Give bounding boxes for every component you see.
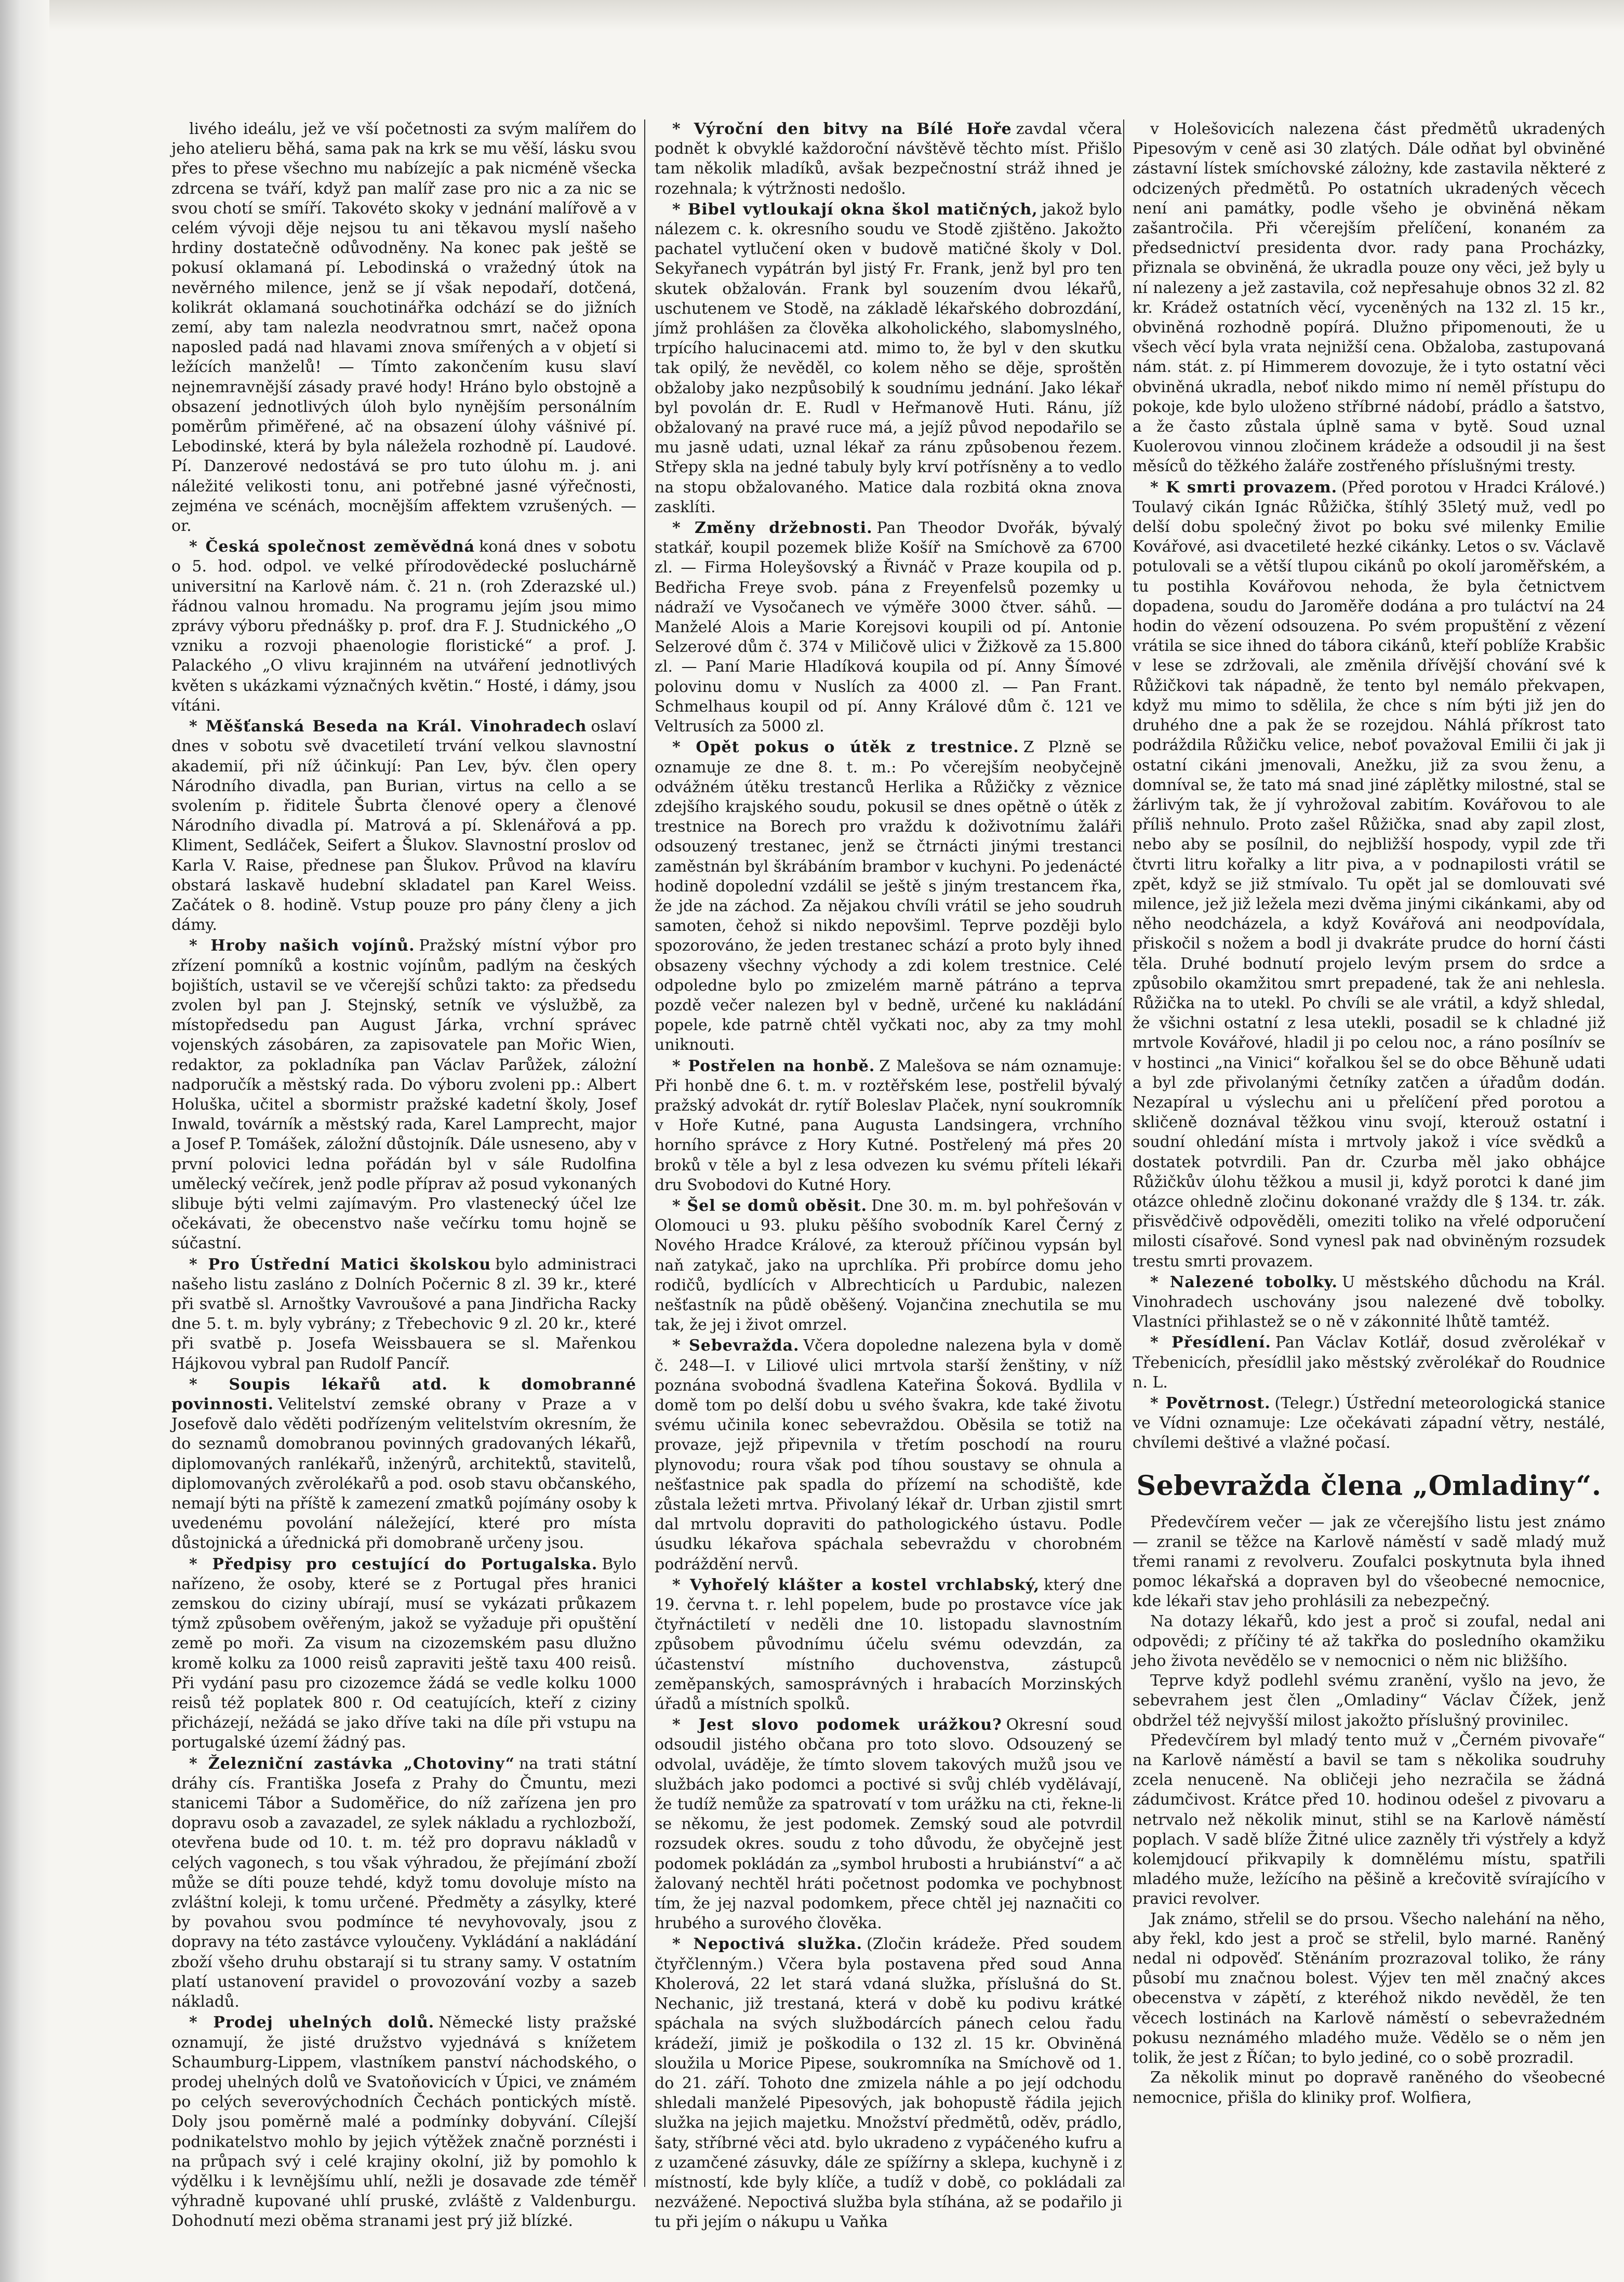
news-item-text: oslaví dnes v sobotu svě dvacetiletí trvání velkou slavnostní akademií, při níž účinkují: Pan Lev, býv. člen opery Národního divadla, pan Burian, virtus na cello a se svolením p. řiditele Šubrta členové opery a členové Národního divadla pí. Matrová a pí. Sklenářová a pp. Kliment, Sedláček, Seifert a Šlukov. Slavnostní proslov od Karla V. Raise, přednese pan Šlukov. Průvod na klavíru obstará laskavě hudební skladatel pan Karel Weiss. Začátek o 8. hodině. Vstup pouze pro pány členy a jich dámy.: [171, 717, 636, 935]
news-item-text: Okresní soud odsoudil jistého občana pro toto slovo. Odsouzený se odvolal, uváděje, že tímto slovem takových mužů jsou ve službách jako podomci a poctivé si svůj chléb vydělávají, že tudíž nemůže za spatrovatí v tom urážku na cti, řekne-li se někomu, že jest podomek. Zemský soud ale potvrdil rozsudek okres. soudu z toho důvodu, že obyčejně jest podomek pokládán za „symbol hrubosti a hrubiánství“ a ač žalovaný nechtěl hráti početnost podomka ve pochybnost tím, že jej nazval podomkem, přece chtěl jej naznačiti co hrubého a surového člověka.: [655, 1716, 1122, 1933]
news-item-text: koná dnes v sobotu o 5. hod. odpol. ve velké přírodovědecké posluchárně universitní na Karlově nám. č. 21 n. (roh Zderazské ul.) řádnou valnou hromadu. Na programu jejím jsou mimo zprávy výboru přednášky p. prof. dra F. J. Studnického „O vzniku a rozvoji phaenologie floristické“ a prof. J. Palackého „O vlivu krajinném na utváření jednotlivých květen s ukázkami význačných květin.“ Hosté, i dámy, jsou vítáni.: [171, 538, 636, 715]
news-item-heading: * Výroční den bitvy na Bílé Hoře: [672, 120, 1012, 138]
news-item-text: Z Malešova se nám oznamuje: Při honbě dne 6. t. m. v roztěřském lese, postřelil bývalý pražský advokát dr. rytíř Boleslav Plaček, nyní soukromník v Hoře Kutné, pana Augusta Landsingera, vrchního horního správce z Hory Kutné. Postřelený má přes 20 broků v těle a byl z lesa odvezen ku svému příteli lékaři dru Svobodovi do Kutné Hory.: [655, 1057, 1122, 1194]
news-item-heading: * Pro Ústřední Matici školskou: [189, 1255, 491, 1274]
news-item-heading: * Železniční zastávka „Chotoviny“: [189, 1754, 515, 1773]
news-item: [171, 119, 636, 536]
news-item-text: (Telegr.) Ústřední meteorologická stanice ve Vídni oznamuje: Lze očekávati západní větry, nestálé, chvílemi deštivé a vlažné počasí.: [1133, 1394, 1605, 1452]
news-item-text: který dne 19. června t. r. lehl popelem, bude po prostavce více jak čtyřnáctiletí v neděli dne 10. listopadu slavnostním způsobem původnímu účelu svému odevzdán, za účastenství místního duchovenstva, zástupců zeměpanských, samosprávných i hrabacích Morzinských úřadů a místních spolků.: [655, 1576, 1123, 1714]
news-item-heading: * Povětrnost.: [1150, 1394, 1271, 1412]
news-item: [655, 1196, 1122, 1335]
news-item: [655, 518, 1122, 737]
news-item-heading: * Šel se domů oběsit.: [672, 1196, 868, 1215]
news-item-heading: * Opět pokus o útěk z trestnice.: [672, 738, 1019, 757]
news-item: [171, 537, 636, 716]
column-3: [1133, 119, 1605, 2187]
news-item: [171, 1555, 636, 1753]
news-item-heading: * Změny držebnosti.: [672, 519, 873, 538]
feature-paragraph: Předevčírem byl mladý tento muž v „Černém pivovaře“ na Karlově náměstí a bavil se tam s několika soudruhy zcela nenuceně. Na obličeji jeho nezračila se žádná zádumčivost. Krátce před 10. hodinou odešel z pivovaru a netrvalo než několik minut, stihl se na Karlově náměstí poplach. V sadě blíže Žitné ulice zazněly tři výstřely a když kolemjdoucí přikvapily k domnělému místu, spatřili mladého muže, ležícího na pěšině a krečovitě svírajícího v pravici revolver.: [1133, 1731, 1605, 1909]
news-item: [655, 738, 1122, 1055]
news-item-text: jakož bylo nálezem c. k. okresního soudu ve Stodě zjištěno. Jakožto pachatel vytlučení oken v budově matičné školy v Dol. Sekyřanech vypátrán byl jistý Fr. Frank, jenž byl pro ten skutek obžalován. Frank byl souzením dvou lékařů, uschutenem ve Stodě, na základě lékařského dobrozdání, jímž prohlášen za člověka alkoholického, slabomyslného, trpícího halucinacemi atd. mimo to, že byl v den skutku tak opilý, že nevěděl, co kolem něho se děje, sproštěn obžaloby jako nezpůsobilý k soudnímu jednání. Jako lékař byl povolán dr. E. Rudl v Heřmanově Huti. Ránu, jíž obžalovaný na pravé ruce má, a jejíž původ nepodařilo se mu jasně udati, uznal lékař za ránu způsobenou řezem. Střepy skla na jedné tabuly byly krví potřísněny a to vedlo na stopu obžalovaného. Matice dala rozbitá okna znova zasklíti.: [655, 200, 1122, 516]
news-item-heading: * Nalezené tobolky.: [1150, 1273, 1338, 1291]
news-item: [655, 119, 1122, 199]
news-item-text: na trati státní dráhy cís. Františka Josefa z Prahy do Čmuntu, mezi stanicemi Tábor a Sudoměřice, do níž zařízena jen pro dopravu osob a zavazadel, ze sylek nákladu a rychlozboží, otevřena bude od 10. t. m. též pro dopravu nákladů v celých vagonech, s tou však výhradou, že přejímání zboží může se díti pouze tehdé, když tomu dovoluje místo na zvláštní koleji, k tomu určené. Předměty a zásylky, které by povahou svou podmínce té nevyhovovaly, jsou z dopravy na této zastávce vyloučeny. Vykládání a nakládání zboží všeho druhu obstarají si tu strany samy. V ostatním platí ustanovení pravidel o provozování vozby a sazeb nákladů.: [171, 1754, 636, 2011]
column-2: [655, 119, 1123, 2232]
news-item-heading: * Soupis lékařů atd. k domobranné povinnosti.: [171, 1375, 636, 1413]
feature-paragraph: Jak známo, střelil se do prsou. Všecho nalehání na něho, aby řekl, kdo jest a proč se střelil, bylo marné. Raněný nedal ni odpověď. Stěnáním prozrazoval toliko, že rány působí mu značnou bolest. Výjev ten měl značný akces obecenstva v zápětí, z kteréhož nikdo nevěděl, že ten věcech lostinách na Karlově náměstí o sebevražedném pokusu neznámého mladého muže. Vědělo se o něm jen tolik, že jest z Říčan; to bylo jediné, co o sobě prozradil.: [1133, 1910, 1605, 2067]
news-item-text: Pražský místní výbor pro zřízení pomníků a kostnic vojínům, padlým na českých bojištích, ustavil se ve včerejší schůzi takto: za předsedu zvolen byl pan J. Stejnský, setník ve výslužbě, za místopředsedu pan August Járka, vrchní správec vojenských zásobáren, za zapisovatele pan Mořic Wien, redaktor, za pokladníka pan Václav Parůžek, zálożní nadporučík a městský rada. Do výboru zvoleni pp.: Albert Holuška, učitel a sbormistr pražské kadetní školy, Josef Inwald, továrník a městský rada, Karel Lamprecht, major a Josef P. Tomášek, záložní důstojník. Dále usneseno, aby v první polovici ledna pořádán byl v sále Rudolfina umělecký večírek, jenž podle příprav až posud vykonaných slibuje býti velmi zajímavým. Pro vlastenecký účel lze očekávati, že obecenstvo naše večírku tomu hojně se súčastní.: [171, 937, 636, 1253]
news-item: [1133, 1394, 1605, 1453]
feature-paragraph: Teprve když podlehl svému zranění, vyšlo na jevo, že sebevrahem jest člen „Omladiny“ Václav Čížek, jenž obdržel též nejvyšší milost jakožto příslušný provinilec.: [1133, 1672, 1605, 1730]
news-item: [171, 936, 636, 1253]
news-item-heading: * Hroby našich vojínů.: [189, 937, 415, 955]
news-item-heading: * Česká společnost zeměvědná: [189, 538, 475, 556]
news-item: [655, 1336, 1122, 1574]
news-item-heading: * Sebevražda.: [672, 1337, 800, 1355]
column-rule-1: [644, 119, 645, 2187]
news-item-heading: * Předpisy pro cestující do Portugalska.: [189, 1555, 598, 1573]
news-item: [1133, 1273, 1605, 1332]
page-edge-shadow: [0, 0, 49, 2282]
news-item: [655, 1576, 1122, 1714]
news-item-text: (Před porotou v Hradci Králové.) Toulavý cikán Ignác Růžička, štíhlý 35letý muž, vedl po delší dobu společný život po boku své milenky Emilie Kovářové, asi dvacetileté hezké cikánky. Letos o sv. Václavě potulovali se a větší tlupou cikánů po okolí jaroměřském, a tu postihla Kovářovou nehoda, že byla četnictvem dopadena, soudu do Jaroměře dodána a pro tuláctví na 24 hodin do vězení odsouzena. Po svém propuštění z vězení vrátila se sice ihned do tábora cikánů, kteří poblíže Krabšic v lese se zdržovali, ale změnila dřívější chování své k Růžičkovi tak nápadně, že tento byl nemálo překvapen, když mu mimo to sdělila, že chce s ním býti již jen do druhého dne a pak že se rozejdou. Náhlá příkrost tato podráždila Růžičku velice, neboť považoval Emilii či jak ji ostatní cikáni jmenovali, Anežku, již za svou ženu, a domníval se, že tato má snad jiné záplětky milostné, stal se žárlivým tak, že jí vyhrožoval zabitím. Kovářovou to ale příliš nehnulo. Proto zašel Růžička, snad aby zapil zlost, nebo aby se posílnil, do nejbližší hospody, vypil zde tři čtvrti litru kořalky a litr piva, a v podnapilosti vrátil se zpět, když se již stmívalo. Tu opět jal se domlouvati své milence, jež již ležela mezi dvěma jinými cikánkami, aby od něho neodcházela, a když Kovářová ani neodpovídala, přiskočil s nožem a bodl ji dvakráte prudce do horní části těla. Druhé bodnutí projelo levým prsem do srdce a způsobilo okamžitou smrt prepadené, tak že ani nehlesla. Růžička na to utekl. Po chvíli se ale vrátil, a když shledal, že všichni ostatní z lesa utekli, posadil se k chladné již mrtvole Kovářové, hladil ji po celou noc, a ráno posílnív se v hostinci „na Vinici“ kořalkou šel se do obce Běhuně udati a byl zde přivolanými četníky zatčen a úřadům dodán. Nezapíral u výslechu ani u přelíčení před porotou a skličeně doznával těžkou vinu svojí, kterouž ostatní i soudní ohledání místa i mrtvoly jakož i více svědků a dostatek potvrdili. Pan dr. Czurba měl jako obhájce Růžičkův úlohu těžkou a musil ji, když porotci k dané jim otázce ohledně zločinu dokonané vraždy dle § 134. tr. zák. přisvědčivě odpověděli, omeziti toliko na vřelé odporučení milosti císařové. Sond vynesl pak nad obviněným rozsudek trestu smrti provazem.: [1133, 478, 1605, 1271]
news-item: [171, 2013, 636, 2231]
feature-paragraph: Na dotazy lékařů, kdo jest a proč si zoufal, nedal ani odpovědi; z příčiny té až takřka do posledního okamžiku jeho života nevědělo se v nemocnici o něm nic bližšího.: [1133, 1612, 1605, 1671]
news-item: [171, 1754, 636, 2012]
news-item-text: Velitelství zemské obrany v Praze a v Josefově dalo věděti podřízeným velitelstvím okresním, že do seznamů domobranou povinných gradovaných lékařů, diplomovaných ranlékařů, inženýrů, architektů, stavitelů, diplomovaných zvěrolékařů a pod. osob stavu občanského, nemají býti na příště k zamezení zmatků pojímány osoby k uvedenému povolání náležející, které pro místa důstojnická a úřednická při domobraně určeny jsou.: [171, 1395, 636, 1553]
column-1: [171, 119, 636, 2231]
news-item-heading: * Vyhořelý klášter a kostel vrchlabský,: [672, 1576, 1040, 1594]
news-item: [655, 1057, 1122, 1195]
news-item-heading: * Prodej uhelných dolů.: [189, 2013, 435, 2032]
news-item-text: (Zločin krádeže. Před soudem čtyřčlenným.) Včera byla postavena před soud Anna Kholerová, 22 let stará vdaná služka, příslušná do St. Nechanic, již trestaná, která v době ku podivu krátké spáchala na svých službodárcích pánech celou řadu krádeží, jimiž je poškodila o 132 zl. 15 kr. Obviněná sloužila u Morice Pipese, soukromníka na Smíchově od 1. do 21. září. Tohoto dne zmizela náhle a po její odchodu shledali manželé Pipesových, jak bohopustě řádila jejich služka na jejich majetku. Množství předmětů, oděv, prádlo, šaty, stříbrné věci atd. bylo ukradeno z vypáčeného kufru a z uzamčené zásuvky, dále ze spížírny a sklepa, kuchyně i z místností, kde byly klíče, a tudíž v době, co pokládali za nezvážené. Nepoctivá služba byla stíhána, až se podařilo ji tu při jejím o nákupu u Vaňka: [655, 1935, 1122, 2232]
page-top-fold: [49, 0, 1624, 31]
news-item-text: Z Plzně se oznamuje ze dne 8. t. m.: Po včerejším neobyčejně odvážném útěku trestanců Herlika a Růžičky z věznice zdejšího krajského soudu, pokusil se dnes opětně o útěk z trestnice na Borech pro vraždu k doživotnímu žaláři odsouzený trestanec, jenž se čtrnácti jinými trestanci zaměstnán byl škrábáním brambor v kuchyni. Po jedenácté hodině dopolední vzdálil se ještě s jiným trestancem řka, že jde na záchod. Za nějakou chvíli vrátil se jeho soudruh samoten, čehož si nikdo nepovšiml. Teprve později bylo spozorováno, že jeden trestanec schází a proto byly ihned obsazeny všechny východy a zdi kolem trestnice. Celé odpoledne bylo po zmizelém marně pátráno a teprva pozdě večer nalezen byl v bedně, určené ku nakládání popele, kde patrně chtěl vyčkati noc, aby za tmy mohl uniknouti.: [655, 738, 1122, 1055]
news-item-text: Pan Theodor Dvořák, bývalý statkář, koupil pozemek bliže Košíř na Smíchově za 6700 zl. — Firma Holeyšovský a Řivnáč v Praze koupila od p. Bedřicha Freye svob. pána z Freyenfelsů pozemky u nádraží ve Vysočanech ve výměře 3000 čtver. sáhů. — Manželé Alois a Marie Korejsovi koupili od pí. Antonie Selzerové dům č. 374 v Miličově ulici v Žižkově za 15.800 zl. — Paní Marie Hladíková koupila od pí. Anny Šímové polovinu domu v Nuslích za 4000 zl. — Pan Frant. Schmelhaus koupil od pí. Anny Králové dům č. 121 ve Veltrusích za 5000 zl.: [655, 519, 1122, 736]
news-item-text: Bylo nařízeno, že osoby, které se z Portugal přes hranici zemskou do ciziny ubírají, musí se vykázati průkazem týmž způsobem ověřeným, jakož se vyžaduje při opuštění země po moři. Za visum na cizozemském pasu dlužno kromě kolku za 1000 reisů zapraviti ještě taxu 400 reisů. Při vydání pasu pro cizozemce žádá se vedle kolku 1000 reisů též poplatek 800 r. Od ceatujících, kteří z ciziny přicházejí, nežádá se jako dříve taki na díle při vstupu na portugalské území žádný pas.: [171, 1555, 636, 1752]
news-item: [171, 717, 636, 935]
news-item: [1133, 478, 1605, 1272]
news-item-text: bylo administraci našeho listu zasláno z Dolních Počernic 8 zl. 39 kr., které při svatbě sl. Arnoštky Vavroušové a pana Jindřicha Racky dne 5. t. m. byly vybrány; z Třebechovic 9 zl. 20 kr., které při svatbě p. Josefa Weissbauera se sl. Mařenkou Hájkovou vybral pan Rudolf Pancíř.: [171, 1255, 636, 1373]
news-item: [655, 200, 1122, 517]
news-item-heading: * Postřelen na honbě.: [672, 1057, 875, 1075]
news-item-text: zavdal včera podnět k obvyklé každoroční návštěvě těchto míst. Přišlo tam několik mladíků, avšak bezpečnostní stráž ihned je rozehnala; k výtržnosti nedošlo.: [655, 120, 1122, 198]
news-item: [655, 1715, 1122, 1933]
news-item-heading: * Jest slovo podomek urážkou?: [672, 1716, 1002, 1734]
column-rule-2: [1123, 119, 1124, 2187]
news-item-text: v Holešovicích nalezena část předmětů ukradených Pipesovým v ceně asi 30 zlatých. Dále odňat byl obviněné zástavní lístek smíchovské zálożny, kde zastavila některé z odcizených předmětů. Po ostatních ukradených věcech není ani památky, podle všeho je obviněná někam zašantročila. Při včerejším přelíčení, konaném za předsednictví presidenta dvor. rady pana Procházky, přiznala se obviněná, že ukradla pouze ony věci, jež byly u ní nalezeny a jež zastavila, což nepřesahuje obnos 32 zl. 82 kr. Krádež ostatních věcí, vyceněných na 132 zl. 15 kr., obviněná rozhodně popírá. Dlužno připomenouti, že u všech věcí byla vrata nejnižší cena. Obžaloba, zastupovaná nám. stát. z. pí Himmerem dovozuje, že i tyto ostatní věci obviněná ukradla, neboť nikdo mimo ní neměl přístupu do pokoje, kde bylo uloženo stříbrné nádobí, prádlo a šatstvo, a že často zůstala úplně sama v bytě. Soud uznal Kuolerovou vinnou zločinem krádeže a odsoudil ji na šest měsíců do těžkého žaláře zostřeného příslušnými tresty.: [1133, 120, 1605, 476]
news-item-heading: * Nepoctivá služka.: [672, 1935, 863, 1954]
feature-paragraph: Za několik minut po dopravě raněného do všeobecné nemocnice, přišla do kliniky prof. Wolfiera,: [1133, 2069, 1605, 2107]
news-item-text: Dne 30. m. m. byl pohřešován v Olomouci u 93. pluku pěšího svobodník Karel Černý z Nového Hradce Králové, za kterouž příčinou vypsán byl naň zatykač, jako na uprchlíka. Při probírce domu jeho rodičů, bydlících v Albrechticích u Pardubic, nalezen nešťastník na půdě oběšený. Vojančina znechutila se mu tak, že jej i život omrzel.: [655, 1196, 1123, 1334]
news-item-text: Pan Václav Kotlář, dosud zvěrolékař v Třebenicích, přesídlil jako městský zvěrolékař do Roudnice n. L.: [1133, 1333, 1606, 1392]
news-item: [1133, 1333, 1605, 1393]
news-item-text: Včera dopoledne nalezena byla v domě č. 248—I. v Liliové ulici mrtvola starší ženštiny, v níž poznána svobodná švadlena Kateřina Šoková. Bydlila v domě tom po delší dobu u svého švakra, kde také životu svému učinila konec sebevraždou. Oběsila se totiž na provaze, jejž připevnila v třetím poschodí na rouru plynovodu; roura však pod tíhou soustavy se ohnula a nešťastnice pak spadla do přízemí na schodiště, kde zůstala ležeti mrtva. Přivolaný lékař dr. Urban zjistil smrt dal mrtvolu dopraviti do pathologického ústavu. Podle úsudku lékařova spáchala sebevraždu v chorobném podráždění nervů.: [655, 1337, 1122, 1573]
news-item-text: U městského důchodu na Král. Vinohradech uschovány jsou nalezené dvě tobolky. Vlastníci přihlastež se o ně v zákonnité lhůtě tamtéž.: [1133, 1273, 1605, 1331]
news-item-text: Německé listy pražské oznamují, že jisté družstvo vyjednává s knížetem Schaumburg-Lippem, vlastníkem panství náchodského, o prodej uhelných dolů ve Svatoňovicích v Úpici, ve známém po celých severovýchodních Čechách pontických místě. Doly jsou poměrně malé a podmínky dobyvání. Cílejší podnikatelstvo mohlo by jejich výtěžek značně porznésti i na průpach svý i celé krajiny okolní, již by pomohlo k výdělku i k levnějšímu uhlí, nežli je dosavade zde téměř výhradně kupované uhlí pruské, zvláště z Valdenburgu. Dohodnutí mezi oběma stranami jest prý již blízké.: [171, 2013, 636, 2231]
news-item-heading: * K smrti provazem.: [1150, 478, 1338, 497]
news-item: [655, 1934, 1122, 2232]
news-item: [171, 1375, 636, 1554]
feature-headline: Sebevražda člena „Omladiny“.: [1136, 1470, 1602, 1502]
feature-paragraph: Předevčírem večer — jak ze včerejšího listu jest známo — zranil se těžce na Karlově náměstí v sadě mladý muž třemi ranami z revolveru. Zoufalci poskytnuta byla ihned pomoc lékařská a dopraven byl do všeobecné nemocnice, kde lékaři stav jeho prohlásili za nebezpečný.: [1133, 1513, 1605, 1611]
news-item-heading: * Bibel vytloukají okna škol matičných,: [672, 200, 1038, 219]
news-item-heading: * Přesídlení.: [1150, 1333, 1271, 1352]
news-item-heading: * Měšťanská Beseda na Král. Vinohradech: [189, 717, 587, 736]
news-item: [171, 1255, 636, 1374]
news-item-text: livého ideálu, jež ve vší početnosti za svým malířem do jeho atelieru běhá, sama pak na krk se mu věší, lásku svou přes to přese všechno mu nabízejíc a pak nicméně všecka zdrcena se tváří, když pan malíř zase pro nic a za nic se svou chotí se smíří. Takovéto skoky v jednání malířově a v celém vývoji děje nejsou tu ani těkavou myslí našeho hrdiny dostatečně odůvodněny. Na konec pak ještě se pokusí oklamaná pí. Lebodinská o vražedný útok na nevěrného milence, jenž se jí však nepodaří, dotčená, kolikrát oklamaná souchotinářka odchází se do jižních zemí, aby tam nalezla neodvratnou smrt, načež opona naposled padá nad hlavami znova smířených a v objetí si ležících manželů! — Tímto zakončením kusu slaví nejnemravnější zásady pravé hody! Hráno bylo obstojně a obsazení jednotlivých úloh bylo nynějším personálním poměrům přiměřené, ač na obsazení úlohy vášnivé pí. Lebodinské, která by byla náležela rozhodně pí. Laudové. Pí. Danzerové nedostává se pro tuto úlohu m. j. ani náležité velikosti tonu, ani potřebné jasné výřečnosti, zejména ve scénách, mocnějším affektem vzrušených. —or.: [171, 120, 636, 536]
news-item: [1133, 119, 1605, 477]
